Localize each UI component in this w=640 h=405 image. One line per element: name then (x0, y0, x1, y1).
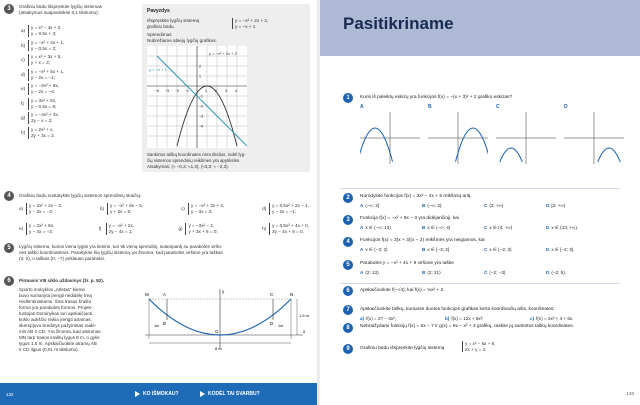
task-3-number: 3 (4, 4, 14, 14)
answer-option[interactable] (360, 270, 422, 276)
equation-line: y − 2x = −4; (31, 89, 56, 95)
equation-line: y − 2x = −1; (31, 74, 56, 80)
option-letter: C (484, 225, 488, 230)
example-answer: Atsakymas: (≈ −0,3; ≈1,3), (≈3,3; ≈ −2,3). (147, 164, 229, 169)
option-letter: D (546, 270, 550, 275)
page-header (320, 0, 640, 56)
equation-line: y = −4x² + 4x, (31, 112, 59, 118)
task-4-item (19, 203, 62, 215)
tick-label-y: 2 (199, 64, 201, 69)
item-label: b) (99, 206, 105, 212)
left-page (0, 0, 318, 405)
solution-label: Sprendimas (147, 32, 172, 37)
option-letter: B (422, 203, 426, 208)
option-value: [2; +∞) (551, 203, 566, 208)
option-value: x ∈ (−2; 3) (489, 247, 512, 252)
equation-line: y + 3x + 6 = 0; (188, 228, 218, 234)
tick-label-x: 2 (215, 89, 217, 93)
task-6-title: Pirmasis VIII ciklo uždavinys (žr. p. 92). (19, 278, 105, 283)
label-o: O (215, 329, 219, 334)
answer-option[interactable] (484, 203, 546, 209)
parabola-sketch (456, 128, 489, 162)
q6-text: Apskaičiuokite f(−√4), kai f(x) = ⅓x² + 2. (360, 288, 445, 293)
equation-system (28, 25, 62, 37)
separator (340, 188, 620, 189)
item-label: c) (21, 57, 25, 63)
answer-option[interactable] (360, 225, 422, 231)
q3-number: 3 (343, 215, 353, 225)
parabola-sketch (500, 148, 523, 162)
q7-options (360, 316, 615, 322)
kodel-tai-svarbu-button[interactable]: KODĖL TAI SVARBU? (200, 390, 260, 398)
parabola-label: y = −x² + 2x + 2 (209, 51, 237, 56)
answer-option[interactable] (422, 270, 484, 276)
equation-system (269, 203, 309, 215)
equation-line: y = −x² + 4x + 1, (31, 39, 65, 45)
example-task: Išspręskite lygčių sistemą grafiniu būdu. (147, 18, 200, 29)
task-6-text: Sporto mokyklos „Atletas" kieme buvo sumanyta įrengti nedidelę treą riedlentininkams. Šios trasos krašto forma yra parabolės formos. Projek- tuotojas Dominykas turi apskaičiuoti, kokio aukščio reikia įrengti atramas, skersp]uvo bredinys pažymėtas raidė- mis AB ir CD. Yra žinoma, kad atstumas MN tarp trasos kraštų lygus 8 m, o gylis lygus 1,5 m. Apskaičiuokite atramų AB ir CD ilgius (0,01 m tikslumu). (19, 287, 101, 352)
item-label: h) (21, 129, 26, 135)
option-letter: A (360, 270, 364, 275)
option-letter: B (422, 247, 426, 252)
equation-line: y − 0,5x = 5; (31, 103, 57, 109)
option-value: (2; 13) (365, 270, 379, 275)
task-3-item (21, 127, 141, 139)
equation-line: 2y − 4x = 1; (108, 228, 133, 234)
arrow-icon (200, 391, 205, 397)
q1-number: 1 (343, 93, 353, 103)
label-a: A (163, 292, 167, 297)
equation-system (188, 203, 224, 215)
q8-text: Nebraižydami funkcijų f(x) = 6x − 7 ir g(x) = 9x − x² + 3 grafikų, raskite jų sankirtos taškų koordinates. (360, 324, 574, 329)
option-value: f(x) = 2x² + 4 + 6x. (536, 316, 574, 321)
option-value: f(x) = 12x + 6x²; (451, 316, 484, 321)
label-width: 8 m (215, 346, 222, 351)
option-letter: B (428, 104, 432, 110)
equation-line: y = −2x² + 5x, (31, 83, 59, 89)
answer-option[interactable] (422, 203, 484, 209)
label-x: x (303, 329, 306, 334)
answer-option[interactable] (546, 247, 608, 253)
tick-label-x: −2 (175, 89, 179, 93)
label-depth: 1,5 m (299, 313, 310, 318)
item-label: e) (21, 86, 26, 92)
option-letter: A (360, 247, 364, 252)
task-4-item (100, 203, 143, 215)
equation-line: y = x² + 3x + 5, (31, 54, 62, 60)
option-letter: D (546, 247, 550, 252)
option-letter: A (360, 104, 364, 110)
task-3-item (21, 54, 141, 66)
equation-line: y = 0,5x + 3; (31, 30, 57, 36)
q5-text: Parabolės y = −x² + 4x + 9 viršūnė yra taške (360, 261, 454, 266)
equation-system (28, 112, 59, 124)
example-note-text: Sankirtos taškų koordinatės nėra tikslios, todėl lyg- čių sistemos sprendinių reikšmes yra apytikslės. (147, 152, 246, 163)
item-label: f) (98, 226, 102, 232)
answer-option[interactable] (484, 225, 546, 231)
item-label: c) (181, 206, 185, 212)
equation-line: y = 2x² + 4x − 3, (29, 203, 63, 208)
label-y: y (222, 289, 225, 294)
answer-option[interactable] (546, 270, 608, 276)
option-letter: c) (530, 316, 535, 321)
item-label: b) (21, 42, 26, 48)
equation-line: y = x² − 4x + 2, (31, 25, 62, 30)
option-letter: D (546, 225, 550, 230)
option-letter: C (484, 247, 488, 252)
option-value: x ∈ (−∞; 13) (365, 225, 391, 230)
option-letter: b) (445, 316, 450, 321)
answer-option[interactable] (484, 270, 546, 276)
equation-system (28, 98, 56, 110)
task-3-item (21, 83, 141, 95)
equation-system (26, 223, 54, 235)
sketch-graph (428, 112, 488, 164)
item-label: e) (19, 226, 24, 232)
answer-option[interactable] (422, 247, 484, 253)
q9-text: Grafiniu būdu išspręskite lygčių sistemą (360, 346, 445, 351)
q9-number: 9 (343, 344, 353, 354)
parabola-sketch (360, 128, 393, 162)
equation-line: y − 0,5x = 2; (31, 45, 57, 51)
option-letter: D (546, 203, 550, 208)
q7-text: Apskaičiuokite taškų, kuriuose duotos funkcijos grafikas kerta koordinačių ašis, koordinates: (360, 307, 555, 312)
option-letter: D (564, 104, 568, 110)
answer-option[interactable] (530, 316, 615, 322)
task-3-item (21, 40, 141, 52)
equation-line: y = 0,5x² + 4x + 0, (272, 223, 309, 228)
tick-label-y: −3 (199, 114, 203, 119)
task-5-text: Lygčių sistema, kurios viena lygtis yra tiesinė, turi tik vieną sprendinį, sutampantį su parabolės viršū- nės taško koordinatėmis. Parašykite šią lygčių sistemą, jei žinoma, kad parabolės viršūnė yra taškas (3; 2), o taškas (0; −7) priklauso parabolei. (19, 244, 223, 261)
q1-option-b[interactable] (428, 104, 492, 166)
equation-system (107, 203, 143, 215)
tick-label-x: 4 (235, 89, 237, 93)
right-page (320, 0, 640, 405)
task-3-item (21, 112, 141, 124)
task-4-number: 4 (4, 191, 14, 201)
task-6-figure (135, 287, 310, 355)
option-value: x ∈ [−3; 2] (427, 247, 450, 252)
q9-system: y = x² − 6x + 8, 2x + y = 4. (462, 341, 496, 352)
task-6-number: 6 (4, 276, 14, 286)
equation-system (28, 127, 55, 139)
item-label: a) (21, 28, 26, 34)
task-4-item (181, 203, 224, 215)
option-value: x ∈ (4; +∞) (489, 225, 513, 230)
equation-line: y = −x² + 2x, (108, 223, 135, 228)
equation-line: y + 2x = 6; (109, 208, 132, 214)
task-4-item (262, 203, 309, 215)
q1-option-a[interactable] (360, 104, 424, 166)
q2-number: 2 (343, 193, 353, 203)
q1-text: Kuris iš paleiktų eskizų yra funkcijos f(x) = −(x + 3)² + 2 grafiko eskizas? (360, 95, 513, 100)
equation-line: y = 2x² + x, (31, 126, 54, 132)
sketch-graph (564, 112, 624, 164)
equation-line: y = −x² + 3x + 2, (191, 203, 225, 208)
equation-line: y = 3x² + 6x, (31, 97, 57, 103)
example-system: y = −x² + 2x + 2, y = −x + 1 (232, 18, 268, 29)
q6-number: 6 (343, 286, 353, 296)
option-letter: B (422, 270, 426, 275)
answer-option[interactable] (546, 225, 608, 231)
answer-option[interactable] (445, 316, 530, 322)
page-number-right: 133 (626, 391, 634, 397)
tick-label-x: −4 (155, 89, 159, 93)
option-letter: B (422, 225, 426, 230)
sketch-graph (496, 112, 556, 164)
option-letter: C (484, 270, 488, 275)
equation-line: y − 4x = −2; (29, 228, 54, 234)
q8-number: 8 (343, 323, 353, 333)
q3-options (360, 225, 608, 231)
answer-option[interactable] (422, 225, 484, 231)
sketch-graph (360, 112, 420, 164)
equation-line: 2y − x = 2; (31, 118, 53, 124)
task-5-number: 5 (4, 243, 14, 253)
option-letter: a) (360, 316, 365, 321)
q7-number: 7 (343, 305, 353, 315)
equation-line: y − 2x = −1; (272, 208, 297, 214)
solution-text: Nubrėžiame abiejų lygčių grafikus. (147, 38, 217, 43)
equation-line: y = −x² + 6x − 5, (109, 203, 144, 208)
equation-system (26, 203, 62, 215)
item-label: f) (21, 100, 24, 106)
task-4-item (99, 223, 134, 235)
label-1m-left: 1m (154, 324, 160, 328)
equation-system (28, 54, 62, 66)
equation-line: y + x = 3; (31, 60, 50, 66)
arrow-icon (135, 391, 140, 397)
equation-system (28, 40, 64, 52)
line-label: y = −x + 1 (149, 67, 167, 72)
separator (340, 283, 620, 284)
equation-line: y − 3x = 2; (191, 208, 213, 214)
q1-option-c[interactable] (496, 104, 560, 166)
parabola-sketch (598, 148, 621, 162)
ko-ismokau-button[interactable]: KO IŠMOKAU? (135, 390, 179, 398)
task-4-intro: Grafiniu būdu nustatykite lygčių sistemos sprendinių skaičių: (19, 193, 142, 198)
equation-system (185, 223, 217, 235)
page-title: Pasitikriname (343, 14, 454, 33)
task-4-row-2 (19, 222, 309, 236)
option-value: (−∞; 2) (427, 203, 442, 208)
tick-label-x: 1 (205, 89, 207, 93)
option-value: x ∈ (−3; 2) (365, 247, 388, 252)
tick-label-x: 3 (225, 89, 227, 93)
tick-label-y: −2 (199, 104, 203, 109)
option-value: (2; +∞) (489, 203, 504, 208)
q1-option-d[interactable] (564, 104, 628, 166)
tick-label-y: 1 (199, 74, 201, 79)
example-graph (147, 46, 247, 148)
task-3-item (21, 98, 141, 110)
item-label: a) (19, 206, 24, 212)
q5-number: 5 (343, 260, 353, 270)
option-value: (−2; 5). (551, 270, 567, 275)
item-label: d) (21, 71, 26, 77)
tick-label-y: −4 (199, 124, 203, 129)
q4-text: Funkcijos f(x) = 3(x + 3)(x − 2) reikšmės yra neigiamos, kai (360, 238, 485, 243)
label-d: D (270, 321, 274, 326)
tick-label-y: −1 (199, 94, 203, 99)
q2-text: Nurodykite funkcijos f(x) = 3x² − 4x + 5 reikšmių aritį. (360, 194, 472, 199)
task-4-item (262, 223, 309, 235)
option-value: (2; 21) (427, 270, 441, 275)
equation-system (106, 223, 134, 235)
q3-text: Funkcija f(x) = −x² + 8x − 3 yra didėjančioji, kai (360, 216, 459, 221)
equation-line: y = 2x² + 6x, (29, 223, 55, 228)
tick-label-x: −3 (165, 89, 169, 93)
q5-options (360, 270, 608, 276)
answer-option[interactable] (360, 316, 445, 322)
equation-line: 2y − 4x + 8 = 0. (272, 228, 304, 234)
q4-number: 4 (343, 237, 353, 247)
option-value: x ∈ (13; +∞). (551, 225, 579, 230)
equation-system (28, 83, 59, 95)
task-4-item (19, 223, 54, 235)
equation-line: y − 3x = −2; (29, 208, 54, 214)
item-label: g) (178, 226, 183, 232)
equation-line: 2y + 3x = 2. (31, 132, 56, 138)
example-box (142, 4, 310, 172)
label-m: M (145, 292, 149, 297)
item-label: d) (262, 206, 267, 212)
option-value: (−2; −3) (489, 270, 506, 275)
task-4-row-1 (19, 202, 309, 216)
option-value: (−∞; 2] (365, 203, 380, 208)
answer-option[interactable] (360, 247, 422, 253)
option-letter: A (360, 203, 364, 208)
equation-system (28, 69, 64, 81)
equation-line: y = −3x² − 2, (188, 223, 215, 228)
answer-option[interactable] (484, 247, 546, 253)
option-letter: C (496, 104, 500, 110)
option-value: x ∈ [−2; 3]. (551, 247, 575, 252)
bottom-bar (0, 383, 318, 405)
page-number-left: 132 (6, 392, 14, 398)
option-value: x ∈ (−∞; 4) (427, 225, 451, 230)
equation-line: y = 0,5x² + 2x − 1, (272, 203, 309, 208)
q2-options (360, 203, 608, 209)
task-4-item (178, 223, 217, 235)
task-3-item (21, 25, 141, 37)
label-n: N (290, 292, 294, 297)
label-c: C (270, 292, 274, 297)
label-1m-right: 1m (278, 324, 284, 328)
equation-line: y = −x² + 5x + 1, (31, 68, 65, 74)
item-label: g) (21, 115, 26, 121)
q1-graphs (360, 104, 630, 166)
label-b: B (163, 321, 167, 326)
task-3-item (21, 69, 141, 81)
q4-options (360, 247, 608, 253)
task-3-list (21, 24, 141, 141)
equation-system (269, 223, 309, 235)
item-label: h) (262, 226, 267, 232)
example-title: Pavyzdys (147, 8, 170, 14)
option-letter: C (484, 203, 488, 208)
option-value: f(x) = 2? − 3x²; (366, 316, 396, 321)
answer-option[interactable] (360, 203, 422, 209)
task-3-intro: Grafiniu būdu išspręskite lygčių sistemas (atsakymus suapvalinkite 0,1 tikslumu): (19, 4, 102, 15)
answer-option[interactable] (546, 203, 608, 209)
option-letter: A (360, 225, 364, 230)
tick-label-x: −1 (185, 89, 189, 93)
